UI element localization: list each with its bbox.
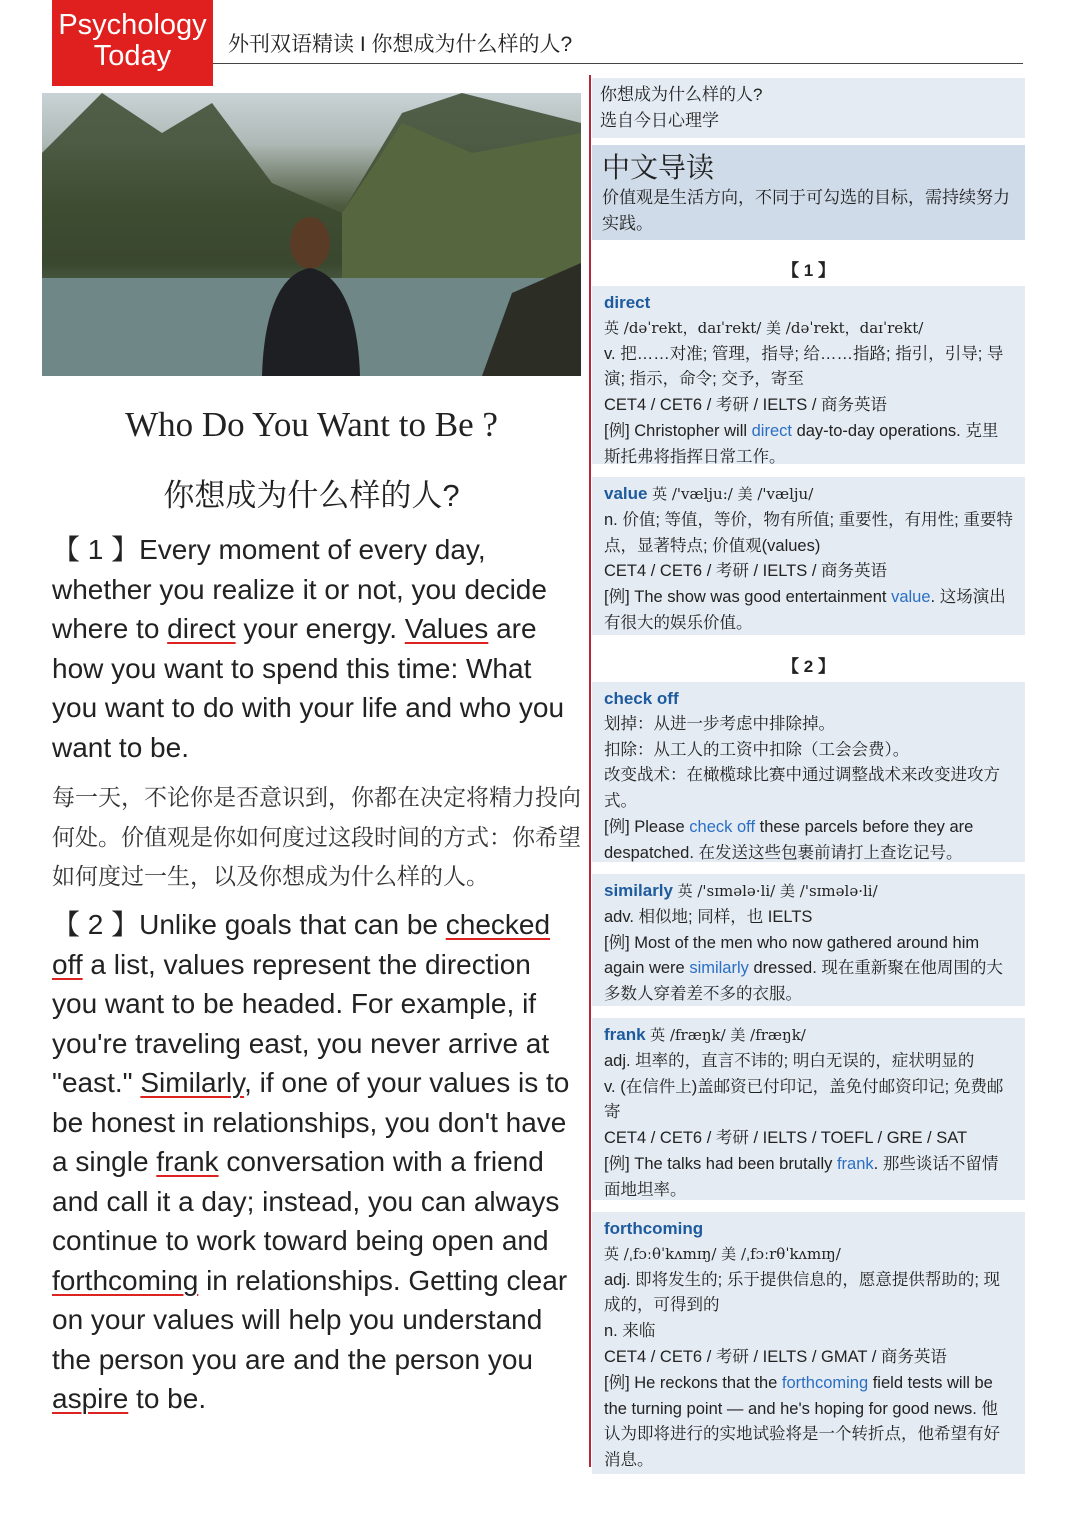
source-from: 选自今日心理学 [600, 111, 719, 130]
text: 【 1 】Every moment of every day, whether you realize it or not, you decide where to [52, 534, 547, 644]
vocab-entry-check-off [592, 682, 1025, 862]
entry-definition: n. 价值; 等值，等价，物有所值; 重要性，有用性; 重要特点，显著特点; 价值观(values) [604, 510, 1013, 555]
logo-line2: Today [93, 40, 172, 72]
entry-tags: CET4 / CET6 / 考研 / IELTS / GMAT / 商务英语 [604, 1347, 947, 1366]
text: [例] Please [604, 817, 690, 836]
keyword-aspire[interactable]: aspire [52, 1383, 129, 1414]
text: , if one of your values is to be honest in relationships, you don't have a single [52, 1067, 570, 1177]
entry-word: check off [604, 689, 679, 708]
vocab-entry-forthcoming [592, 1212, 1025, 1474]
text: field tests will be the turning point — and he's hoping for good news. 他认为即将进行的实地试验将是一个转折点，他希望有好消息。 [604, 1373, 1000, 1470]
text: to be. [128, 1383, 207, 1414]
guide-box [592, 145, 1025, 240]
keyword-checked-off[interactable]: checked off [52, 909, 551, 980]
article-title-cn: 你想成为什么样的人? [163, 478, 460, 513]
text: . 那些谈话不留情面地坦率。 [604, 1154, 999, 1199]
entry-definition: adj. 坦率的，直言不讳的; 明白无误的，症状明显的 [604, 1051, 975, 1070]
entry-example [604, 419, 1013, 471]
text: [例] The talks had been brutally [604, 1154, 837, 1173]
entry-definition: v. 把……对准; 管理，指导; 给……指路; 指引，引导; 导演; 指示，命令; 交予，寄至 [604, 344, 1004, 389]
entry-definition: n. 来临 [604, 1322, 656, 1341]
keyword-direct[interactable]: direct [167, 613, 236, 644]
source-box [592, 78, 1025, 138]
highlight: similarly [689, 959, 749, 978]
entry-phonetic: 英 /dəˈrekt，daɪˈrekt/ 美 /dəˈrekt，daɪˈrekt/ [604, 318, 924, 337]
entry-word: forthcoming [604, 1219, 704, 1238]
text: your energy. [235, 613, 405, 644]
entry-definition: adj. 即将发生的; 乐于提供信息的，愿意提供帮助的; 现成的，可得到的 [604, 1270, 1001, 1315]
keyword-similarly[interactable]: Similarly [140, 1067, 245, 1098]
paragraph-2-en [52, 905, 582, 1419]
entry-definition: adv. 相似地; 同样，也 IELTS [604, 907, 813, 926]
entry-example [604, 815, 1013, 867]
entry-definition: 划掉：从进一步考虑中排除掉。 [604, 714, 835, 733]
highlight: check off [689, 817, 756, 836]
entry-word: frank [604, 1025, 646, 1044]
highlight: forthcoming [781, 1373, 869, 1392]
vocab-entry-value [592, 477, 1025, 635]
text: [例] He reckons that the [604, 1373, 782, 1392]
entry-example [604, 931, 1013, 1008]
entry-tags: CET4 / CET6 / 考研 / IELTS / TOEFL / GRE / SAT [604, 1129, 968, 1148]
entry-phonetic: 英 /ˌfɔːθˈkʌmɪŋ/ 美 /ˌfɔːrθˈkʌmɪŋ/ [604, 1244, 841, 1263]
sidebar-divider [589, 75, 591, 1467]
highlight: value [891, 588, 931, 607]
entry-definition: v. (在信件上)盖邮资已付印记，盖免付邮资印记; 免费邮寄 [604, 1077, 1004, 1122]
vocab-entry-frank [592, 1018, 1025, 1200]
entry-example [604, 585, 1013, 637]
article-photo [42, 93, 581, 376]
entry-word: value [604, 484, 648, 503]
entry-phonetic: 英 /fræŋk/ 美 /fræŋk/ [650, 1026, 806, 1044]
entry-definition: 扣除：从工人的工资中扣除（工会会费）。 [604, 740, 910, 759]
guide-text: 价值观是生活方向，不同于可勾选的目标，需持续努力实践。 [602, 188, 1010, 233]
text: these parcels before they are despatched. 在发送这些包裹前请打上查讫记号。 [604, 817, 974, 862]
logo-line1: Psychology [58, 9, 207, 41]
vocab-entry-similarly [592, 874, 1025, 1006]
text: are how you want to spend this time: What you want to do with your life and who you want to be. [52, 613, 565, 763]
header-title: 外刊双语精读 I 你想成为什么样的人? [228, 33, 573, 56]
keyword-forthcoming[interactable]: forthcoming [52, 1264, 199, 1296]
text: dressed. 现在重新聚在他周围的大多数人穿着差不多的衣服。 [604, 959, 1003, 1004]
entry-word: similarly [604, 881, 673, 900]
entry-phonetic: 英 /'vælju:/ 美 /'vælju/ [652, 485, 814, 503]
article-title-en: Who Do You Want to Be ? [125, 405, 498, 444]
text: 【 2 】Unlike goals that can be [52, 909, 446, 940]
entry-phonetic: 英 /'sɪmələ·li/ 美 /'sɪmələ·li/ [677, 882, 878, 900]
text: [例] Christopher will [604, 421, 752, 440]
text: conversation with a friend and call it a day; instead, you can always continue to work toward being open and [52, 1146, 560, 1256]
psychology-today-logo [52, 0, 213, 86]
text: day-to-day operations. 克里斯托弗将指挥日常工作。 [604, 421, 999, 466]
guide-heading: 中文导读 [602, 152, 715, 183]
text: in relationships. Getting clear on your values will help you understand the person you are and the person you [52, 1264, 568, 1375]
entry-example [604, 1152, 1013, 1204]
keyword-values[interactable]: Values [404, 613, 489, 644]
paragraph-1-cn: 每一天，不论你是否意识到，你都在决定将精力投向何处。价值观是你如何度过这段时间的方式：你希望如何度过一生，以及你想成为什么样的人。 [52, 784, 581, 889]
text: . 这场演出有很大的娱乐价值。 [604, 588, 1006, 632]
keyword-frank[interactable]: frank [156, 1146, 219, 1177]
entry-tags: CET4 / CET6 / 考研 / IELTS / 商务英语 [604, 562, 887, 581]
entry-word: direct [604, 293, 651, 312]
entry-tags: CET4 / CET6 / 考研 / IELTS / 商务英语 [604, 396, 887, 415]
highlight: direct [751, 421, 792, 440]
text: a list, values represent the direction you want to be headed. For example, if you're traveling east, you never arrive at "east." [52, 948, 550, 1098]
header-divider [213, 63, 1023, 64]
entry-definition: 改变战术：在橄榄球比赛中通过调整战术来改变进攻方式。 [604, 766, 1000, 811]
entry-example [604, 1371, 1013, 1474]
text: [例] The show was good entertainment [604, 588, 892, 607]
section-marker-1: 【 1 】 [782, 261, 835, 280]
highlight: frank [836, 1154, 874, 1173]
section-marker-2: 【 2 】 [782, 657, 835, 676]
source-title: 你想成为什么样的人? [600, 85, 763, 104]
paragraph-1-en [52, 530, 582, 767]
vocab-entry-direct [592, 286, 1025, 464]
text: [例] Most of the men who now gathered around him again were [604, 933, 980, 978]
